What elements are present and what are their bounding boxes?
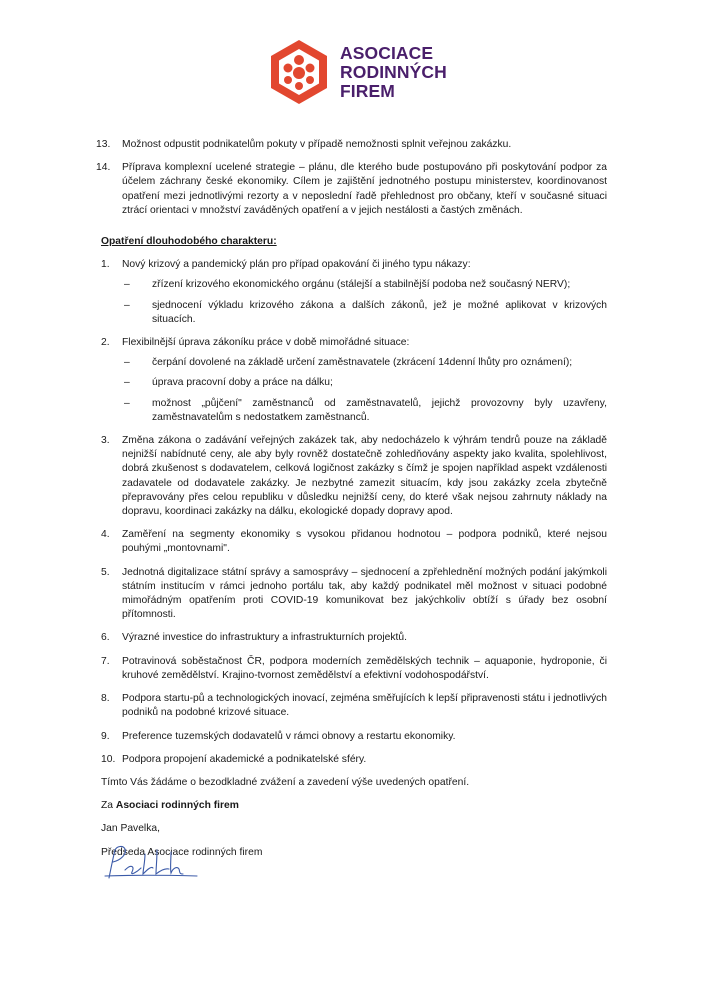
item-text: Flexibilnější úprava zákoníku práce v době mimořádné situace:: [122, 337, 410, 349]
signer-name: Jan Pavelka,: [101, 823, 160, 835]
item-text: Změna zákona o zadávání veřejných zakázek tak, aby nedocházelo k výhrám tendrů pouze na základě nejnižší nabídnuté ceny, ale aby byly rovněž dostatečně zohledňovány aspekty jako kvalita, spolehlivost, dobrá zkušenost s dodavatelem, celková logičnost zakázky s čímž je spojen například aspekt vzdálenosti zadavatele od dodavatele zakázky. Je nezbytné zamezit situacím, kdy jsou zakázky zcela zbytečně přepravovány přes celou republiku v důsledku nejnižší ceny, do které však nejsou zahrnuty náklady na dopravu, koordinaci zakázky na dálku, ekologické dopady dopravy apod.: [122, 435, 607, 518]
list-item: [101, 730, 607, 744]
sub-item-text: možnost „půjčení" zaměstnanců od zaměstnavatelů, jejichž provozovny byly uzavřeny, zaměstnavatelům s nedostatkem zaměstnanců.: [152, 397, 607, 423]
organization-name: Asociaci rodinných firem: [115, 800, 239, 812]
list-item: [101, 655, 607, 683]
hexagon-family-logo-icon: [268, 38, 330, 106]
handwritten-signature: [101, 842, 201, 884]
item-number: 3.: [101, 435, 110, 447]
list-item: [101, 692, 607, 720]
on-behalf-prefix: Za: [101, 800, 116, 812]
association-logo: [268, 38, 447, 106]
item-text: Nový krizový a pandemický plán pro případ opakování či jiného typu nákazy:: [122, 259, 471, 271]
list-item: [101, 528, 607, 556]
list-item: [96, 138, 607, 152]
item-text: Preference tuzemských dodavatelů v rámci obnovy a restartu ekonomiky.: [122, 730, 456, 742]
item-number: 7.: [101, 655, 110, 667]
item-text: Možnost odpustit podnikatelům pokuty v případě nemožnosti splnit veřejnou zakázku.: [122, 139, 512, 150]
sub-item: [122, 376, 607, 390]
item-number: 2.: [101, 337, 110, 349]
list-item: [101, 434, 607, 519]
item-number: 9.: [101, 730, 110, 742]
list-item: [101, 258, 607, 272]
sub-item: [122, 356, 607, 370]
item-number: 13.: [96, 139, 111, 150]
logo-wordmark: [340, 44, 447, 101]
item-number: 1.: [101, 259, 110, 271]
item-text: Příprava komplexní ucelené strategie – plánu, dle kterého bude postupováno při poskytování podpor za účelem záchrany české ekonomiky. Cílem je zajištění jednotného postupu ministerstev, koordinovanost opatření mezi jednotlivými rezorty a v neposlední řadě přehlednost pro občany, kteří v současné situaci ztrácí orientaci v množství zaváděných opatření a v jejich nestálosti a častých změnách.: [122, 162, 607, 216]
dash-bullet: –: [124, 357, 130, 369]
item-text: Výrazné investice do infrastruktury a infrastrukturních projektů.: [122, 632, 408, 644]
item-number: 6.: [101, 632, 110, 644]
item-number: 5.: [101, 566, 110, 578]
item-text: Zaměření na segmenty ekonomiky s vysokou přidanou hodnotou – podpora podniků, které nejsou pouhými „montovnami".: [122, 529, 607, 555]
logo-line: FIREM: [340, 80, 395, 101]
on-behalf-line: [101, 799, 607, 813]
sub-item: [122, 278, 607, 292]
closing-paragraph: Tímto Vás žádáme o bezodkladné zvážení a zavedení výše uvedených opatření.: [101, 776, 470, 788]
list-item: [101, 753, 607, 767]
dash-bullet: –: [124, 377, 130, 389]
dash-bullet: –: [124, 299, 130, 311]
item-number: 10.: [101, 753, 116, 765]
signer-title: Předseda Asociace rodinných firem: [101, 846, 263, 858]
list-item: [101, 631, 607, 645]
item-text: Podpora startu-pů a technologických inovací, zejména směřujících k lepší připravenosti státu i jednotlivých podniků na podobné krizové situace.: [122, 693, 607, 719]
item-text: Podpora propojení akademické a podnikatelské sféry.: [122, 753, 367, 765]
sub-item-text: sjednocení výkladu krizového zákona a dalších zákonů, jež je možné aplikovat v krizových situacích.: [152, 299, 607, 325]
document-body: [96, 138, 607, 869]
list-item: [101, 336, 607, 350]
sub-item-text: čerpání dovolené na základě určení zaměstnavatele (zkrácení 14denní lhůty pro oznámení);: [152, 357, 573, 369]
section-title: Opatření dlouhodobého charakteru:: [101, 236, 277, 248]
sub-item-text: zřízení krizového ekonomického orgánu (stálejší a stabilnější podoba než současný NERV);: [152, 279, 571, 291]
item-number: 8.: [101, 693, 110, 705]
dash-bullet: –: [124, 397, 130, 409]
sub-item-text: úprava pracovní doby a práce na dálku;: [152, 377, 333, 389]
sub-item: [122, 397, 607, 425]
list-item: [96, 161, 607, 218]
list-item: [101, 566, 607, 623]
item-text: Potravinová soběstačnost ČR, podpora moderních zemědělských technik – aquaponie, hydroponie, či kruhové zemědělství. Krajino-tvornost zemědělství a efektivní vodohospodářství.: [122, 655, 607, 681]
item-number: 4.: [101, 529, 110, 541]
item-number: 14.: [96, 162, 111, 174]
sub-item: [122, 299, 607, 327]
logo-line: ASOCIACE: [340, 42, 434, 63]
logo-line: RODINNÝCH: [340, 61, 447, 82]
item-text: Jednotná digitalizace státní správy a samosprávy – sjednocení a zpřehlednění možných podání jakýmkoli státním institucím v rámci jednoho portálu tak, aby každý podnikatel měl možnost v situaci podobné mimořádným opatřením proti COVID-19 komunikovat bez jakýchkoliv obtíží s úřady bez osobní přítomnosti.: [122, 566, 607, 621]
dash-bullet: –: [124, 279, 130, 291]
